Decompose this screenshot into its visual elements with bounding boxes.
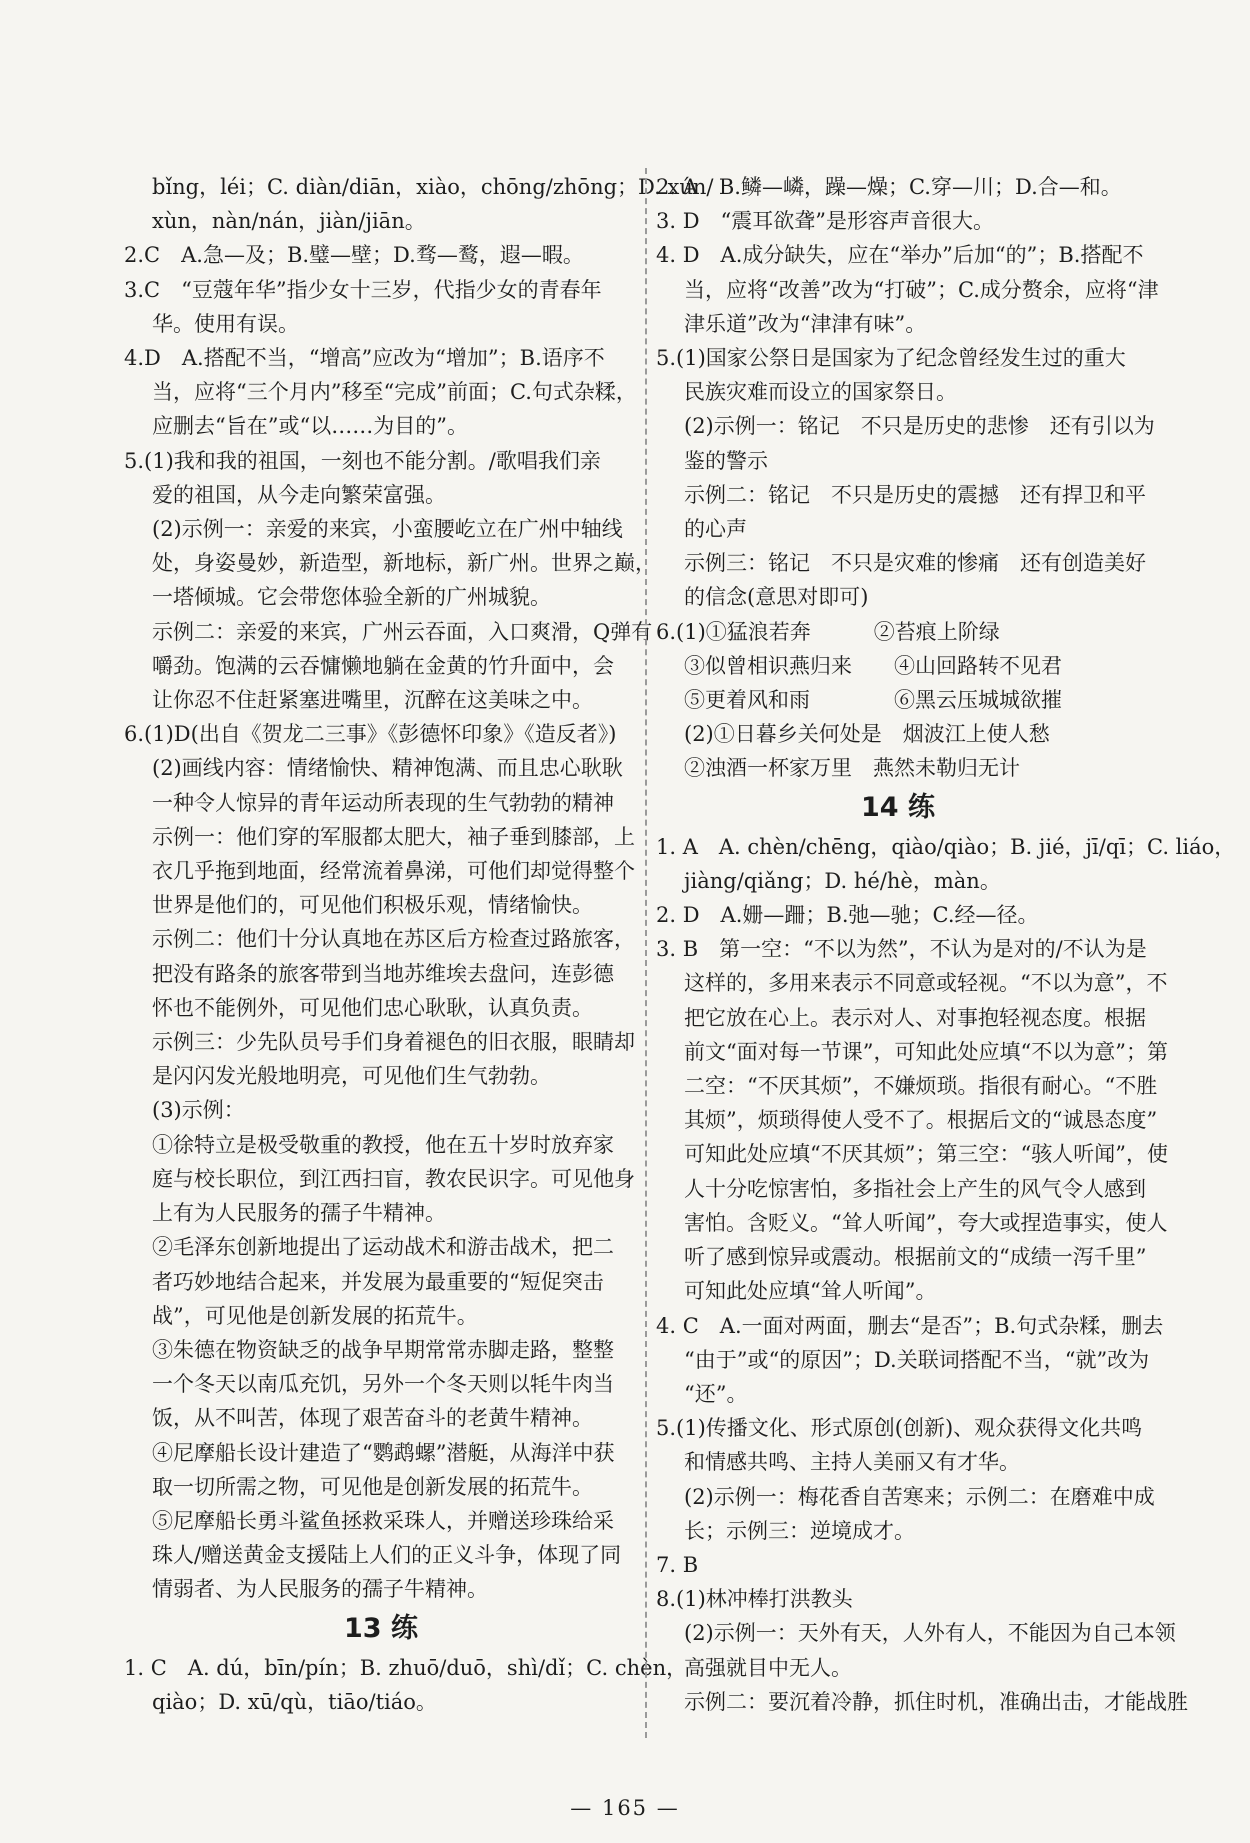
answer-line: ⑤尼摩船长勇斗鲨鱼拯救采珠人，并赠送珍珠给采 (152, 1508, 614, 1533)
section-heading: 13 练 (344, 1612, 418, 1644)
answer-line: 示例二：铭记 不只是历史的震撼 还有捍卫和平 (684, 482, 1146, 507)
answer-line: 7. B (656, 1552, 699, 1577)
answer-line: 听了感到惊异或震动。根据前文的“成绩一泻千里” (684, 1245, 1147, 1270)
answer-line: 前文“面对每一节课”，可知此处应填“不以为意”；第 (684, 1039, 1168, 1064)
answer-line: 当，应将“三个月内”移至“完成”前面；C.句式杂糅， (152, 380, 637, 405)
answer-line: 3.C “豆蔻年华”指少女十三岁，代指少女的青春年 (124, 277, 602, 302)
answer-line: ③朱德在物资缺乏的战争早期常常赤脚走路，整整 (152, 1337, 614, 1362)
answer-line: 是闪闪发光般地明亮，可见他们生气勃勃。 (152, 1064, 551, 1089)
answer-line: 高强就目中无人。 (684, 1655, 852, 1680)
answer-line: 一种令人惊异的青年运动所表现的生气勃勃的精神 (152, 790, 614, 815)
answer-line: 取一切所需之物，可见他是创新发展的拓荒牛。 (152, 1474, 593, 1499)
answer-line: 示例三：铭记 不只是灾难的惨痛 还有创造美好 (684, 551, 1146, 576)
answer-line: 津乐道”改为“津津有味”。 (684, 311, 927, 336)
answer-line: 2. A B.鳞—嶙，躁—燥；C.穿—川；D.合—和。 (656, 175, 1122, 199)
answer-line: 战”，可见他是创新发展的拓荒牛。 (152, 1303, 478, 1328)
answer-line: 爱的祖国，从今走向繁荣富强。 (152, 482, 446, 507)
answer-line: (2)①日暮乡关何处是 烟波江上使人愁 (684, 722, 1050, 747)
answer-line: (2)示例一：梅花香自苦寒来；示例二：在磨难中成 (684, 1484, 1155, 1509)
column-divider (645, 168, 647, 1738)
answer-line: xùn，nàn/nán，jiàn/jiān。 (152, 209, 426, 234)
answer-line: 的信念(意思对即可) (684, 585, 869, 610)
answer-line: 示例三：少先队员号手们身着褪色的旧衣服，眼睛却 (152, 1030, 635, 1055)
answer-line: “还”。 (684, 1381, 748, 1406)
answer-line: 二空：“不厌其烦”，不嫌烦琐。指很有耐心。“不胜 (684, 1074, 1158, 1099)
answer-line: 5.(1)传播文化、形式原创(创新)、观众获得文化共鸣 (656, 1416, 1143, 1441)
answer-line: ②毛泽东创新地提出了运动战术和游击战术，把二 (152, 1235, 614, 1260)
answer-line: 5.(1)我和我的祖国，一刻也不能分割。/歌唱我们亲 (124, 448, 601, 473)
answer-line: ①徐特立是极受敬重的教授，他在五十岁时放弃家 (152, 1132, 614, 1157)
answer-line: 4.D A.搭配不当，“增高”应改为“增加”；B.语序不 (124, 346, 605, 371)
answer-line: 1. C A. dú，bīn/pín；B. zhuō/duō，shì/dǐ；C. chèn， (124, 1655, 688, 1680)
answer-line: (2)示例一：亲爱的来宾，小蛮腰屹立在广州中轴线 (152, 517, 623, 542)
answer-line: 上有为人民服务的孺子牛精神。 (152, 1201, 446, 1226)
answer-line: 6.(1)D(出自《贺龙二三事》《彭德怀印象》《造反者》) (124, 722, 617, 747)
answer-line: 当，应将“改善”改为“打破”；C.成分赘余，应将“津 (684, 277, 1159, 302)
answer-line: 2. D A.姗—跚；B.弛—驰；C.经—径。 (656, 903, 1039, 928)
answer-line: ④尼摩船长设计建造了“鹦鹉螺”潜艇，从海洋中获 (152, 1440, 615, 1465)
answer-line: 3. B 第一空：“不以为然”，不认为是对的/不认为是 (656, 937, 1147, 962)
answer-line: “由于”或“的原因”；D.关联词搭配不当，“就”改为 (684, 1347, 1150, 1372)
answer-line: qiào；D. xū/qù，tiāo/tiáo。 (152, 1689, 437, 1714)
answer-line: 4. C A.一面对两面，删去“是否”；B.句式杂糅，删去 (656, 1313, 1164, 1338)
answer-line: 应删去“旨在”或“以……为目的”。 (152, 414, 468, 439)
answer-line: 长；示例三：逆境成才。 (684, 1518, 915, 1543)
answer-line: 世界是他们的，可见他们积极乐观，情绪愉快。 (152, 893, 593, 918)
answer-line: 其烦”，烦琐得使人受不了。根据后文的“诚恳态度” (684, 1108, 1158, 1133)
answer-line: 衣几乎拖到地面，经常流着鼻涕，可他们却觉得整个 (152, 859, 635, 884)
answer-line: 6.(1)①猛浪若奔 ②苔痕上阶绿 (656, 619, 1000, 644)
answer-line: 可知此处应填“耸人听闻”。 (684, 1279, 937, 1304)
answer-line: 庭与校长职位，到江西扫盲，教农民识字。可见他身 (152, 1166, 635, 1191)
answer-line: 一个冬天以南瓜充饥，另外一个冬天则以牦牛肉当 (152, 1372, 614, 1397)
answer-line: 3. D “震耳欲聋”是形容声音很大。 (656, 209, 995, 234)
answer-line: 怀也不能例外，可见他们忠心耿耿，认真负责。 (152, 995, 593, 1020)
answer-line: 情弱者、为人民服务的孺子牛精神。 (152, 1577, 488, 1602)
answer-line: 鉴的警示 (684, 448, 768, 473)
answer-line: ②浊酒一杯家万里 燕然未勒归无计 (684, 756, 1020, 781)
answer-line: ⑤更着风和雨 ⑥黑云压城城欲摧 (684, 688, 1062, 713)
answer-line: 华。使用有误。 (152, 311, 299, 336)
answer-line: ③似曾相识燕归来 ④山回路转不见君 (684, 653, 1062, 678)
answer-line: 人十分吃惊害怕，多指社会上产生的风气令人感到 (684, 1176, 1146, 1201)
answer-line: 可知此处应填“不厌其烦”；第三空：“骇人听闻”，使 (684, 1142, 1168, 1167)
answer-line: 让你忍不住赶紧塞进嘴里，沉醉在这美味之中。 (152, 688, 593, 713)
answer-line: 饭，从不叫苦，体现了艰苦奋斗的老黄牛精神。 (152, 1406, 593, 1431)
answer-line: (2)示例一：铭记 不只是历史的悲惨 还有引以为 (684, 414, 1155, 439)
answer-line: 示例二：要沉着冷静，抓住时机，准确出击，才能战胜 (684, 1689, 1188, 1714)
answer-line: 2.C A.急—及；B.璧—壁；D.骛—鹜，遐—暇。 (124, 243, 584, 268)
answer-line: 和情感共鸣、主持人美丽又有才华。 (684, 1450, 1020, 1475)
answer-line: 一塔倾城。它会带您体验全新的广州城貌。 (152, 585, 551, 610)
answer-line: 示例二：亲爱的来宾，广州云吞面，入口爽滑，Q弹有 (152, 619, 653, 644)
answer-line: 者巧妙地结合起来，并发展为最重要的“短促突击 (152, 1269, 604, 1294)
answer-line: 8.(1)林冲棒打洪教头 (656, 1587, 853, 1612)
answer-line: 这样的，多用来表示不同意或轻视。“不以为意”，不 (684, 971, 1168, 996)
answer-line: 把它放在心上。表示对人、对事抱轻视态度。根据 (684, 1005, 1146, 1030)
answer-line: (2)画线内容：情绪愉快、精神饱满、而且忠心耿耿 (152, 756, 623, 781)
answer-line: 民族灾难而设立的国家祭日。 (684, 380, 957, 405)
answer-line: 把没有路条的旅客带到当地苏维埃去盘问，连彭德 (152, 961, 614, 986)
page-number: — 165 — (570, 1796, 680, 1820)
answer-line: 示例二：他们十分认真地在苏区后方检查过路旅客， (152, 927, 635, 952)
answer-line: jiàng/qiǎng；D. hé/hè，màn。 (684, 868, 1001, 893)
answer-line: 的心声 (684, 517, 747, 542)
answer-line: (2)示例一：天外有天，人外有人，不能因为自己本领 (684, 1621, 1176, 1646)
answer-line: 5.(1)国家公祭日是国家为了纪念曾经发生过的重大 (656, 346, 1126, 371)
answer-line: (3)示例： (152, 1098, 245, 1123)
answer-line: 嚼劲。饱满的云吞慵懒地躺在金黄的竹升面中，会 (152, 653, 614, 678)
right-column (656, 170, 1236, 1719)
section-heading: 14 练 (861, 791, 935, 823)
answer-line: bǐng，léi；C. diàn/diān，xiào，chōng/zhōng；D. xún/ (152, 175, 714, 199)
answer-line: 珠人/赠送黄金支援陆上人们的正义斗争，体现了同 (152, 1543, 622, 1568)
answer-line: 1. A A. chèn/chēng，qiào/qiào；B. jié，jī/qī；C. liáo， (656, 834, 1236, 859)
answer-line: 处，身姿曼妙，新造型，新地标，新广州。世界之巅， (152, 551, 656, 576)
answer-line: 害怕。含贬义。“耸人听闻”，夸大或捏造事实，使人 (684, 1210, 1168, 1235)
answer-line: 4. D A.成分缺失，应在“举办”后加“的”；B.搭配不 (656, 243, 1144, 268)
answer-line: 示例一：他们穿的军服都太肥大，袖子垂到膝部，上 (152, 824, 635, 849)
